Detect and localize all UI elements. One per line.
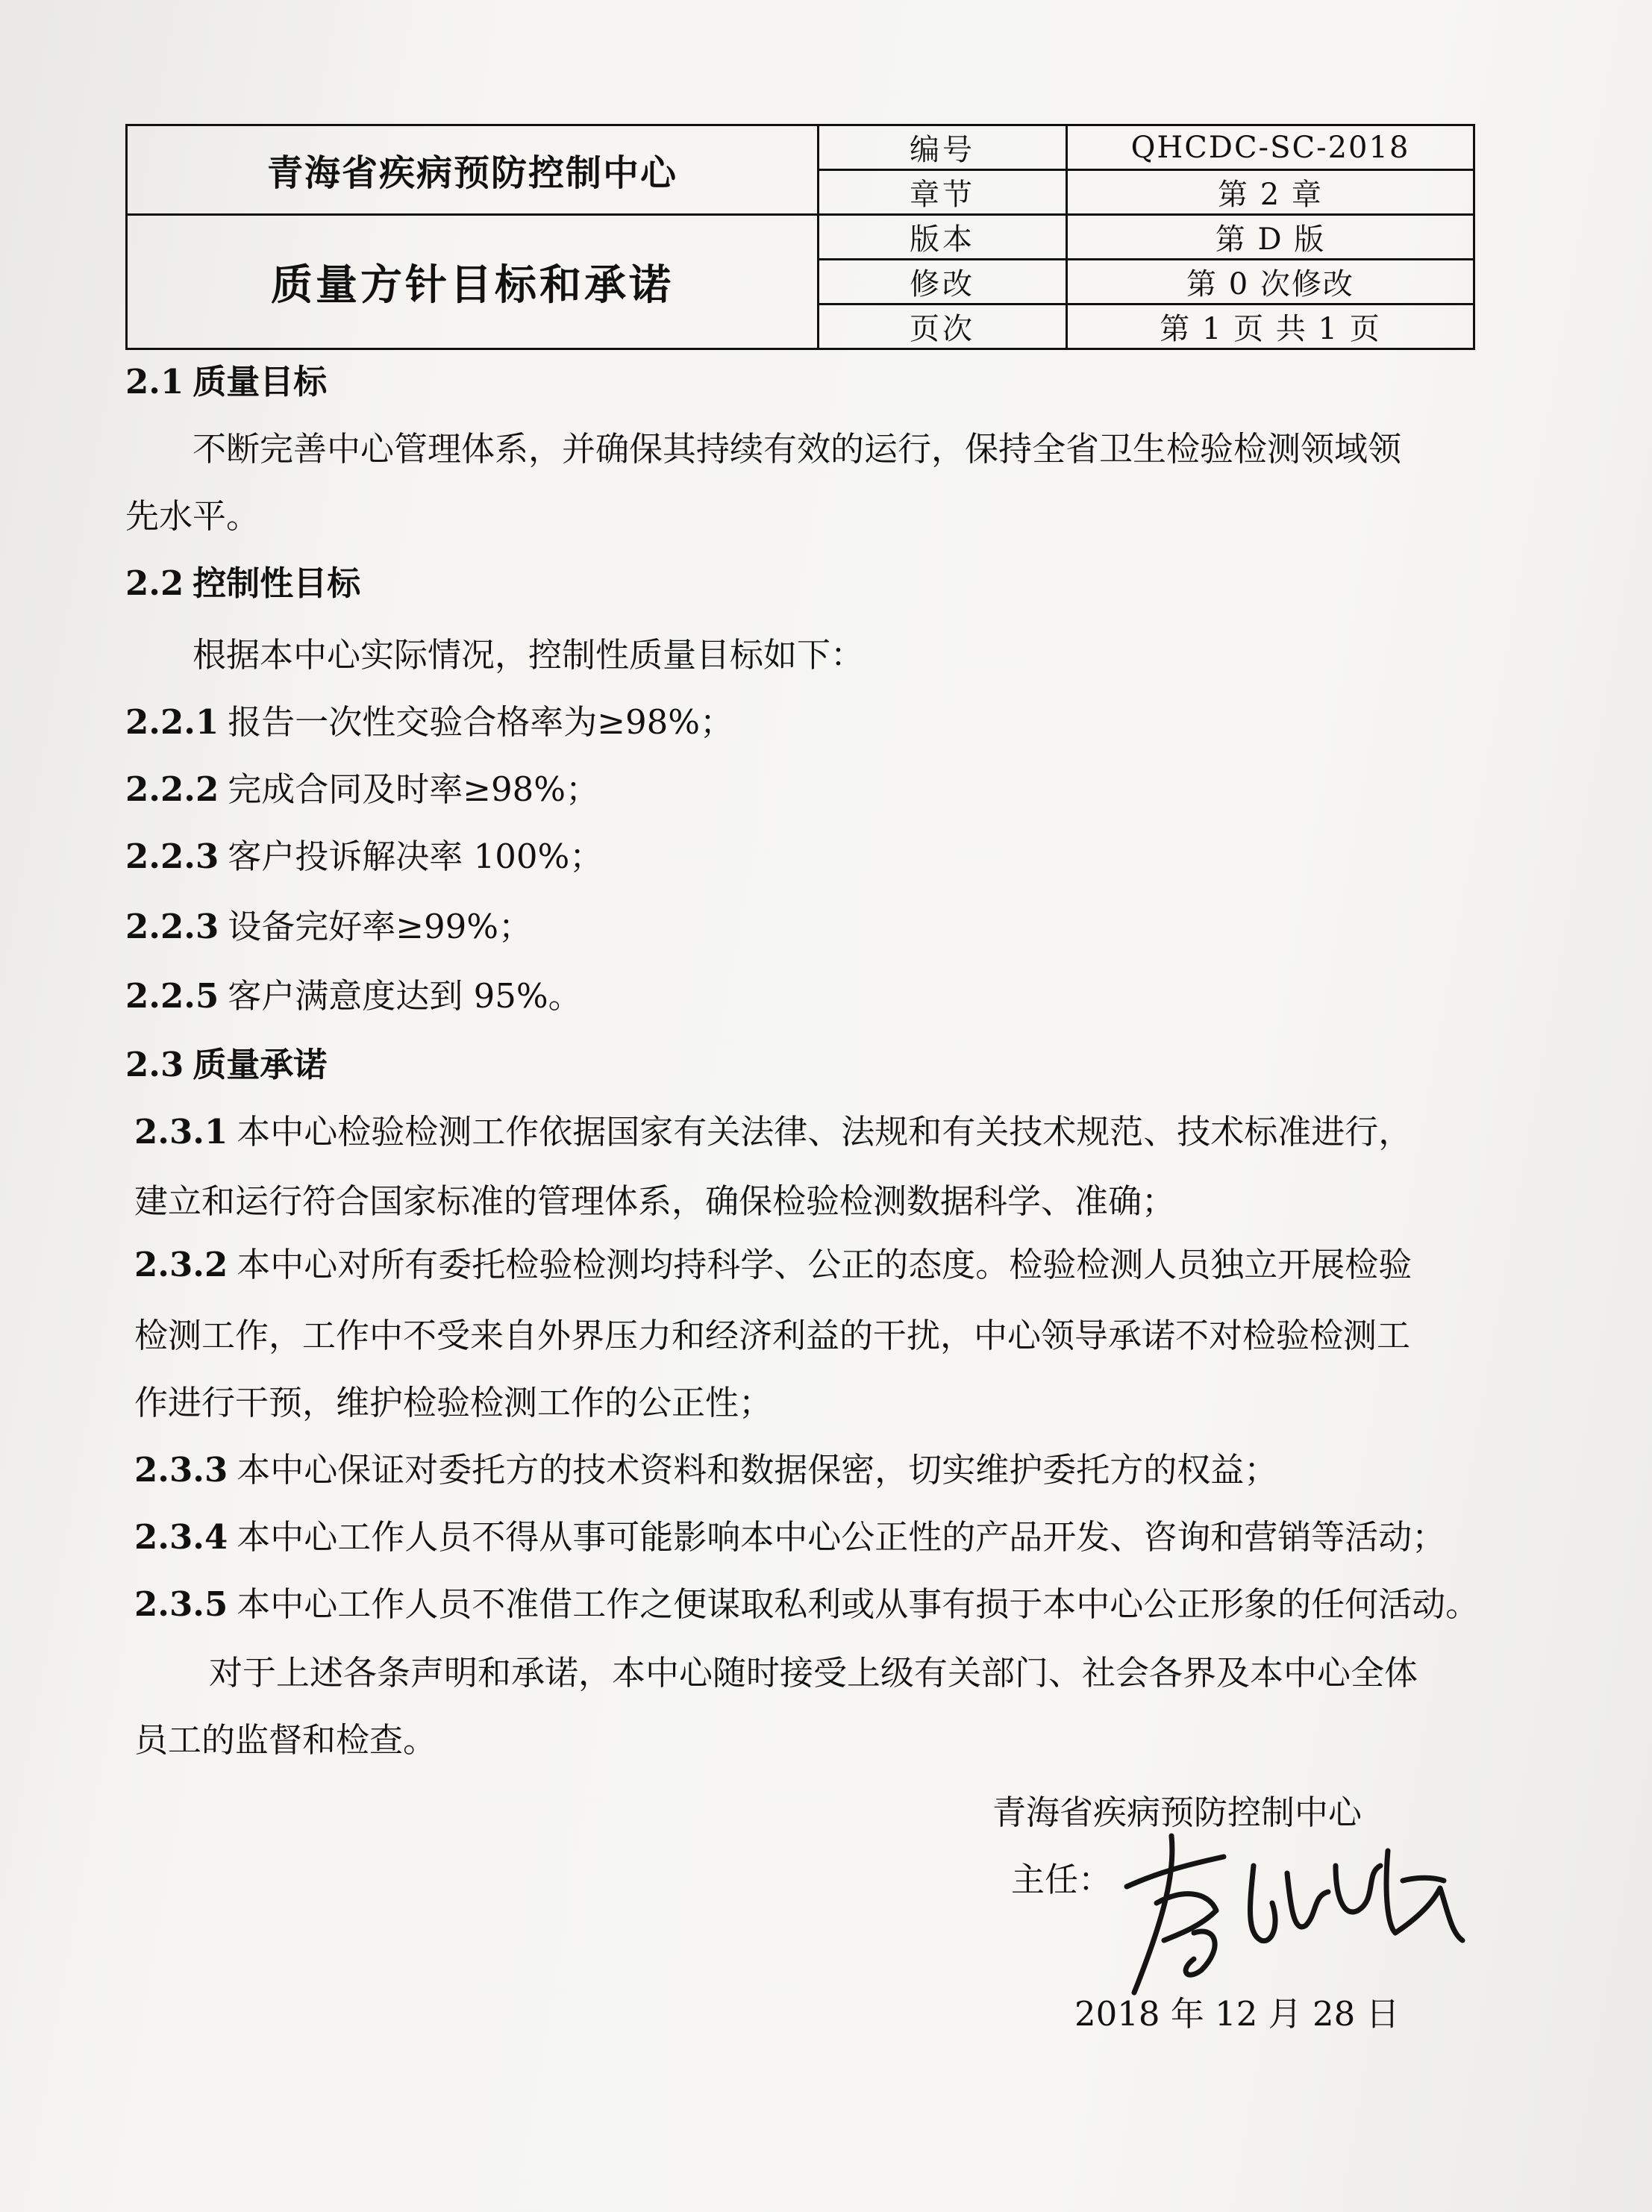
paragraph-line: 先水平。 (125, 496, 260, 536)
paragraph-line: 对于上述各条声明和承诺，本中心随时接受上级有关部门、社会各界及本中心全体 (209, 1653, 1418, 1693)
target-item (125, 905, 532, 949)
item-number: 2.2.3 (125, 907, 219, 946)
section-title: 控制性目标 (193, 563, 361, 603)
commitment-2-3-3 (134, 1448, 1277, 1493)
commitment-2-3-2 (134, 1243, 1412, 1287)
meta-label-chapter: 章节 (819, 170, 1067, 215)
target-item (125, 767, 599, 812)
item-text: 本中心对所有委托检验检测均持科学、公正的态度。检验检测人员独立开展检验 (237, 1245, 1412, 1284)
item-number: 2.3.3 (134, 1450, 228, 1490)
item-number: 2.2.5 (125, 976, 219, 1016)
item-number: 2.2.1 (125, 702, 219, 742)
meta-label-version: 版本 (819, 215, 1067, 260)
item-number: 2.3.5 (134, 1584, 228, 1624)
meta-value-version: 第 D 版 (1067, 215, 1474, 260)
item-text: 完成合同及时率≥98%； (228, 769, 600, 809)
meta-label-revision: 修改 (819, 260, 1067, 304)
item-number: 2.3.1 (134, 1112, 228, 1152)
item-text: 客户投诉解决率 100%； (228, 837, 604, 876)
meta-label-number: 编号 (819, 125, 1067, 170)
meta-value-revision: 第 0 次修改 (1067, 260, 1474, 304)
item-text: 本中心工作人员不准借工作之便谋取私利或从事有损于本中心公正形象的任何活动。 (237, 1584, 1480, 1624)
meta-label-page: 页次 (819, 304, 1067, 349)
commitment-2-3-4 (134, 1515, 1445, 1560)
commitment-2-3-5 (134, 1582, 1479, 1627)
item-text: 本中心工作人员不得从事可能影响本中心公正性的产品开发、咨询和营销等活动； (237, 1517, 1446, 1557)
section-heading-2-2 (125, 561, 360, 606)
commitment-2-3-1 (134, 1110, 1412, 1155)
handwritten-signature (1112, 1821, 1470, 2008)
signing-date: 2018 年 12 月 28 日 (1074, 1994, 1400, 2034)
signing-organization: 青海省疾病预防控制中心 (992, 1793, 1362, 1832)
meta-value-chapter: 第 2 章 (1067, 170, 1474, 215)
item-number: 2.3.4 (134, 1517, 228, 1557)
paragraph-line: 不断完善中心管理体系，并确保其持续有效的运行，保持全省卫生检验检测领域领 (193, 429, 1402, 469)
meta-value-number: QHCDC-SC-2018 (1067, 125, 1474, 170)
item-number: 2.2.2 (125, 769, 219, 809)
target-item (125, 834, 603, 879)
paragraph-line: 建立和运行符合国家标准的管理体系，确保检验检测数据科学、准确； (134, 1181, 1176, 1221)
director-label: 主任： (1011, 1860, 1113, 1899)
document-header-table (125, 124, 1475, 350)
item-text: 客户满意度达到 95%。 (228, 976, 582, 1016)
item-text: 设备完好率≥99%； (228, 907, 533, 946)
section-number: 2.2 (125, 563, 184, 603)
paragraph-line: 员工的监督和检查。 (134, 1720, 437, 1760)
section-heading-2-3 (125, 1043, 327, 1087)
target-item (125, 974, 582, 1019)
document-title: 质量方针目标和承诺 (127, 215, 819, 349)
item-number: 2.3.2 (134, 1245, 228, 1284)
item-text: 本中心检验检测工作依据国家有关法律、法规和有关技术规范、技术标准进行， (237, 1112, 1412, 1152)
paragraph-line: 作进行干预，维护检验检测工作的公正性； (134, 1383, 773, 1422)
org-name: 青海省疾病预防控制中心 (127, 125, 819, 215)
paragraph-line: 根据本中心实际情况，控制性质量目标如下： (193, 635, 865, 675)
paragraph-line: 检测工作，工作中不受来自外界压力和经济利益的干扰，中心领导承诺不对检验检测工 (134, 1316, 1411, 1355)
section-heading-2-1 (125, 360, 327, 404)
meta-value-page: 第 1 页 共 1 页 (1067, 304, 1474, 349)
item-text: 本中心保证对委托方的技术资料和数据保密，切实维护委托方的权益； (237, 1450, 1278, 1490)
section-title: 质量承诺 (193, 1045, 328, 1084)
section-number: 2.1 (125, 362, 184, 402)
section-number: 2.3 (125, 1045, 184, 1084)
item-number: 2.2.3 (125, 837, 219, 876)
target-item (125, 700, 733, 745)
item-text: 报告一次性交验合格率为≥98%； (228, 702, 734, 742)
section-title: 质量目标 (193, 362, 328, 402)
